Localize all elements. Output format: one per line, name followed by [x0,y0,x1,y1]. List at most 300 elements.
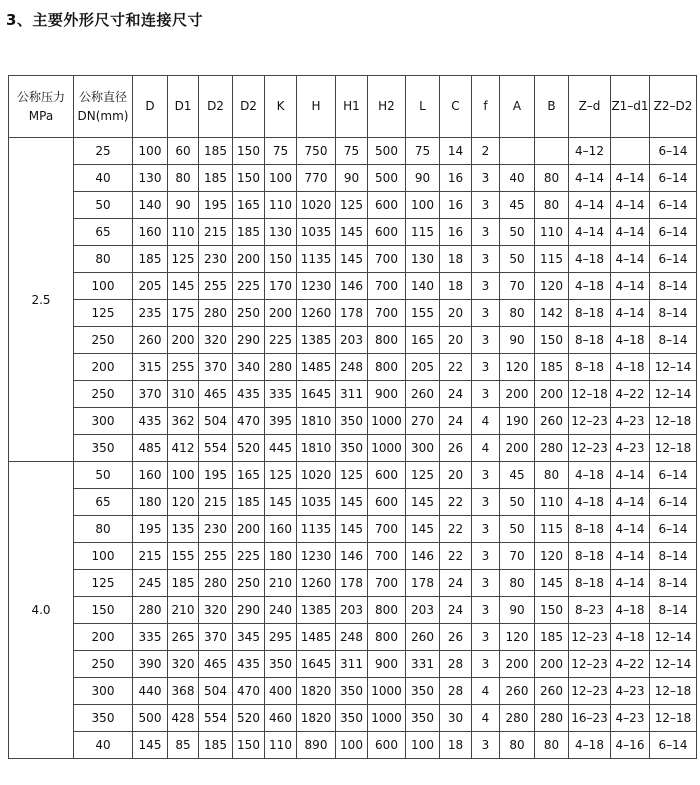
table-cell: 185 [233,219,265,246]
dn-cell: 40 [74,732,133,759]
table-cell: 4–14 [611,165,650,192]
table-cell: 4–23 [611,408,650,435]
header-cell: Z1–d1 [611,76,650,138]
table-cell: 200 [535,651,569,678]
table-cell: 130 [406,246,440,273]
table-cell: 140 [406,273,440,300]
table-cell: 428 [168,705,199,732]
table-cell: 110 [535,219,569,246]
table-cell: 700 [368,300,406,327]
header-cell: D2 [199,76,233,138]
table-cell: 215 [133,543,168,570]
table-cell: 185 [535,354,569,381]
table-cell: 504 [199,678,233,705]
table-cell: 12–14 [650,381,697,408]
table-cell: 12–18 [650,705,697,732]
table-cell: 3 [472,381,500,408]
table-cell: 175 [168,300,199,327]
table-cell: 750 [297,138,336,165]
table-cell: 140 [133,192,168,219]
table-cell: 8–14 [650,543,697,570]
table-cell: 75 [336,138,368,165]
table-cell: 125 [336,192,368,219]
table-cell: 600 [368,489,406,516]
table-cell: 255 [199,543,233,570]
table-cell: 350 [406,678,440,705]
table-cell: 900 [368,651,406,678]
table-cell: 4–14 [569,165,611,192]
table-cell: 178 [406,570,440,597]
table-cell: 340 [233,354,265,381]
table-cell: 3 [472,543,500,570]
table-cell: 260 [406,624,440,651]
table-cell: 500 [133,705,168,732]
table-row [9,327,697,354]
table-cell: 8–14 [650,300,697,327]
table-cell: 150 [265,246,297,273]
table-cell: 600 [368,219,406,246]
table-cell: 8–14 [650,327,697,354]
table-cell: 1000 [368,435,406,462]
table-cell: 195 [199,462,233,489]
table-cell: 225 [233,273,265,300]
table-cell: 435 [233,381,265,408]
header-row [9,76,697,138]
table-cell: 331 [406,651,440,678]
table-cell: 700 [368,543,406,570]
table-cell: 4–14 [611,516,650,543]
table-cell: 155 [406,300,440,327]
table-cell: 28 [440,678,472,705]
table-cell: 800 [368,327,406,354]
table-cell: 554 [199,705,233,732]
table-cell: 195 [133,516,168,543]
table-cell: 4–16 [611,732,650,759]
table-cell: 280 [199,300,233,327]
table-cell: 280 [199,570,233,597]
table-cell: 80 [535,192,569,219]
table-cell: 12–18 [569,381,611,408]
table-cell: 8–18 [569,300,611,327]
table-cell: 370 [133,381,168,408]
table-cell: 125 [406,462,440,489]
table-cell: 3 [472,732,500,759]
table-cell: 260 [500,678,535,705]
table-cell: 3 [472,300,500,327]
table-cell: 146 [336,273,368,300]
table-cell: 145 [336,516,368,543]
table-cell: 1810 [297,408,336,435]
table-cell: 215 [199,219,233,246]
table-row [9,543,697,570]
table-cell: 1485 [297,354,336,381]
table-cell: 470 [233,678,265,705]
table-row [9,705,697,732]
table-row [9,300,697,327]
table-cell: 16–23 [569,705,611,732]
table-cell: 160 [265,516,297,543]
table-cell: 150 [233,732,265,759]
header-dn-label: 公称直径 [78,89,127,104]
header-cell: H [297,76,336,138]
table-cell: 150 [535,597,569,624]
table-cell: 1820 [297,705,336,732]
dn-cell: 65 [74,219,133,246]
table-cell: 145 [336,489,368,516]
table-cell: 3 [472,327,500,354]
table-cell: 8–18 [569,570,611,597]
table-row [9,489,697,516]
table-cell: 395 [265,408,297,435]
table-cell: 120 [500,354,535,381]
table-cell: 60 [168,138,199,165]
table-cell: 3 [472,354,500,381]
table-cell: 125 [168,246,199,273]
table-cell: 18 [440,246,472,273]
table-cell: 8–18 [569,354,611,381]
table-cell: 4–18 [569,732,611,759]
table-cell: 440 [133,678,168,705]
table-cell: 12–18 [650,408,697,435]
table-cell: 200 [168,327,199,354]
table-cell: 1810 [297,435,336,462]
table-cell: 800 [368,354,406,381]
table-cell: 3 [472,624,500,651]
table-cell: 185 [168,570,199,597]
table-cell: 200 [500,435,535,462]
table-cell: 255 [168,354,199,381]
table-row [9,273,697,300]
table-cell: 50 [500,489,535,516]
table-cell: 4–22 [611,651,650,678]
table-cell: 146 [406,543,440,570]
table-cell: 200 [500,381,535,408]
table-cell: 1485 [297,624,336,651]
table-cell: 460 [265,705,297,732]
table-cell: 75 [265,138,297,165]
table-cell: 6–14 [650,192,697,219]
header-pressure-label: 公称压力 [16,89,65,104]
table-cell: 1035 [297,219,336,246]
table-cell: 280 [265,354,297,381]
table-cell: 130 [133,165,168,192]
table-cell: 700 [368,246,406,273]
table-cell: 178 [336,300,368,327]
table-cell: 8–14 [650,273,697,300]
table-cell: 900 [368,381,406,408]
table-cell: 80 [535,462,569,489]
dn-cell: 40 [74,165,133,192]
table-cell: 180 [133,489,168,516]
table-cell: 350 [336,408,368,435]
table-row [9,435,697,462]
header-cell: H1 [336,76,368,138]
table-cell: 145 [336,219,368,246]
dn-cell: 65 [74,489,133,516]
table-cell: 1000 [368,705,406,732]
table-cell: 185 [199,138,233,165]
dn-cell: 125 [74,570,133,597]
table-row [9,381,697,408]
table-cell: 4–23 [611,705,650,732]
table-cell: 4–14 [611,246,650,273]
table-cell [611,138,650,165]
table-cell: 3 [472,246,500,273]
dn-cell: 200 [74,624,133,651]
table-cell: 504 [199,408,233,435]
table-cell: 145 [535,570,569,597]
table-row [9,354,697,381]
table-cell: 300 [406,435,440,462]
table-cell: 800 [368,597,406,624]
table-cell: 265 [168,624,199,651]
header-cell: C [440,76,472,138]
table-cell: 80 [168,165,199,192]
table-cell: 270 [406,408,440,435]
table-cell: 235 [133,300,168,327]
table-cell: 180 [265,543,297,570]
header-cell: Z2–D2 [650,76,697,138]
table-cell: 24 [440,408,472,435]
table-cell: 90 [500,327,535,354]
table-row [9,165,697,192]
table-row [9,597,697,624]
table-cell: 80 [500,732,535,759]
table-cell: 600 [368,192,406,219]
table-cell: 1230 [297,543,336,570]
table-cell: 120 [168,489,199,516]
table-cell: 1385 [297,597,336,624]
table-cell: 1035 [297,489,336,516]
table-row [9,624,697,651]
dn-cell: 200 [74,354,133,381]
table-cell: 500 [368,138,406,165]
dn-cell: 80 [74,246,133,273]
table-cell: 16 [440,165,472,192]
table-cell: 20 [440,327,472,354]
table-cell: 4–23 [611,435,650,462]
header-cell: D [133,76,168,138]
table-cell: 368 [168,678,199,705]
table-cell: 28 [440,651,472,678]
table-cell: 115 [406,219,440,246]
table-cell: 165 [233,462,265,489]
table-cell: 350 [336,705,368,732]
table-cell: 155 [168,543,199,570]
table-cell: 160 [133,219,168,246]
table-cell: 280 [535,435,569,462]
table-row [9,192,697,219]
table-cell: 295 [265,624,297,651]
table-cell: 3 [472,165,500,192]
table-cell: 500 [368,165,406,192]
table-cell: 4–14 [611,219,650,246]
table-cell: 75 [406,138,440,165]
table-cell: 90 [500,597,535,624]
table-cell: 12–18 [650,435,697,462]
table-cell: 315 [133,354,168,381]
table-cell: 290 [233,597,265,624]
table-cell: 26 [440,624,472,651]
table-cell: 185 [133,246,168,273]
table-cell: 70 [500,273,535,300]
table-cell: 245 [133,570,168,597]
table-cell: 350 [265,651,297,678]
pressure-cell: 2.5 [9,138,74,462]
pressure-cell: 4.0 [9,462,74,759]
table-cell: 110 [265,192,297,219]
table-cell: 12–18 [650,678,697,705]
table-cell: 370 [199,354,233,381]
table-cell: 205 [133,273,168,300]
table-cell: 120 [535,273,569,300]
table-cell: 8–14 [650,570,697,597]
table-cell: 3 [472,570,500,597]
table-cell: 50 [500,246,535,273]
table-cell: 146 [336,543,368,570]
table-cell: 370 [199,624,233,651]
table-cell: 4–18 [611,597,650,624]
table-cell: 4–18 [569,246,611,273]
table-cell: 18 [440,732,472,759]
dn-cell: 250 [74,381,133,408]
header-dn-unit: DN(mm) [77,108,129,123]
table-cell: 445 [265,435,297,462]
table-cell: 142 [535,300,569,327]
table-cell: 100 [168,462,199,489]
table-cell: 362 [168,408,199,435]
table-cell: 12–23 [569,651,611,678]
table-cell [500,138,535,165]
dn-cell: 250 [74,651,133,678]
dn-cell: 25 [74,138,133,165]
table-cell: 1135 [297,246,336,273]
table-cell: 100 [133,138,168,165]
table-cell: 350 [336,678,368,705]
table-cell: 80 [500,570,535,597]
table-cell: 160 [133,462,168,489]
table-cell: 250 [233,300,265,327]
table-row [9,678,697,705]
table-cell: 240 [265,597,297,624]
table-cell: 3 [472,516,500,543]
table-cell: 260 [406,381,440,408]
table-body [9,138,697,759]
table-cell: 12–23 [569,435,611,462]
table-cell: 225 [233,543,265,570]
table-cell: 248 [336,624,368,651]
table-cell: 4–14 [611,300,650,327]
table-cell: 311 [336,651,368,678]
table-cell: 4–18 [611,354,650,381]
table-cell: 800 [368,624,406,651]
table-cell: 165 [406,327,440,354]
table-cell: 110 [535,489,569,516]
table-cell: 3 [472,462,500,489]
table-row [9,462,697,489]
table-cell: 6–14 [650,138,697,165]
table-cell: 12–14 [650,624,697,651]
table-cell: 145 [133,732,168,759]
table-cell: 6–14 [650,219,697,246]
table-cell: 335 [133,624,168,651]
header-cell: D2 [233,76,265,138]
header-cell: K [265,76,297,138]
table-cell: 1020 [297,192,336,219]
dn-cell: 100 [74,273,133,300]
table-cell: 260 [535,408,569,435]
table-cell: 210 [168,597,199,624]
table-cell: 4–12 [569,138,611,165]
table-row [9,570,697,597]
table-cell: 320 [199,327,233,354]
table-cell: 8–14 [650,597,697,624]
table-row [9,651,697,678]
table-cell: 8–18 [569,516,611,543]
table-cell: 90 [406,165,440,192]
table-cell: 1260 [297,570,336,597]
table-cell: 145 [336,246,368,273]
table-cell: 120 [500,624,535,651]
dn-cell: 80 [74,516,133,543]
table-cell: 22 [440,354,472,381]
table-cell: 1260 [297,300,336,327]
table-cell: 400 [265,678,297,705]
dn-cell: 350 [74,705,133,732]
table-cell: 8–23 [569,597,611,624]
table-cell: 260 [133,327,168,354]
dn-cell: 250 [74,327,133,354]
table-cell: 12–23 [569,678,611,705]
table-cell: 554 [199,435,233,462]
table-cell: 22 [440,543,472,570]
table-cell: 700 [368,516,406,543]
table-cell: 12–14 [650,651,697,678]
table-cell: 1020 [297,462,336,489]
table-cell: 3 [472,192,500,219]
table-cell: 8–18 [569,543,611,570]
table-cell: 165 [233,192,265,219]
dn-cell: 125 [74,300,133,327]
table-cell: 125 [336,462,368,489]
table-cell: 390 [133,651,168,678]
table-cell: 40 [500,165,535,192]
table-cell: 115 [535,516,569,543]
table-cell: 26 [440,435,472,462]
table-cell: 520 [233,705,265,732]
table-cell: 100 [265,165,297,192]
table-cell: 435 [233,651,265,678]
table-row [9,408,697,435]
table-cell: 45 [500,462,535,489]
table-cell: 12–23 [569,624,611,651]
table-cell: 225 [265,327,297,354]
header-pressure [9,76,74,138]
table-cell: 190 [500,408,535,435]
table-cell: 600 [368,462,406,489]
table-row [9,219,697,246]
table-cell: 50 [500,219,535,246]
table-cell: 1000 [368,408,406,435]
table-cell: 178 [336,570,368,597]
dn-cell: 50 [74,192,133,219]
table-cell: 350 [336,435,368,462]
header-cell: H2 [368,76,406,138]
table-cell: 50 [500,516,535,543]
header-dn [74,76,133,138]
table-cell: 4–18 [569,489,611,516]
table-cell: 22 [440,516,472,543]
